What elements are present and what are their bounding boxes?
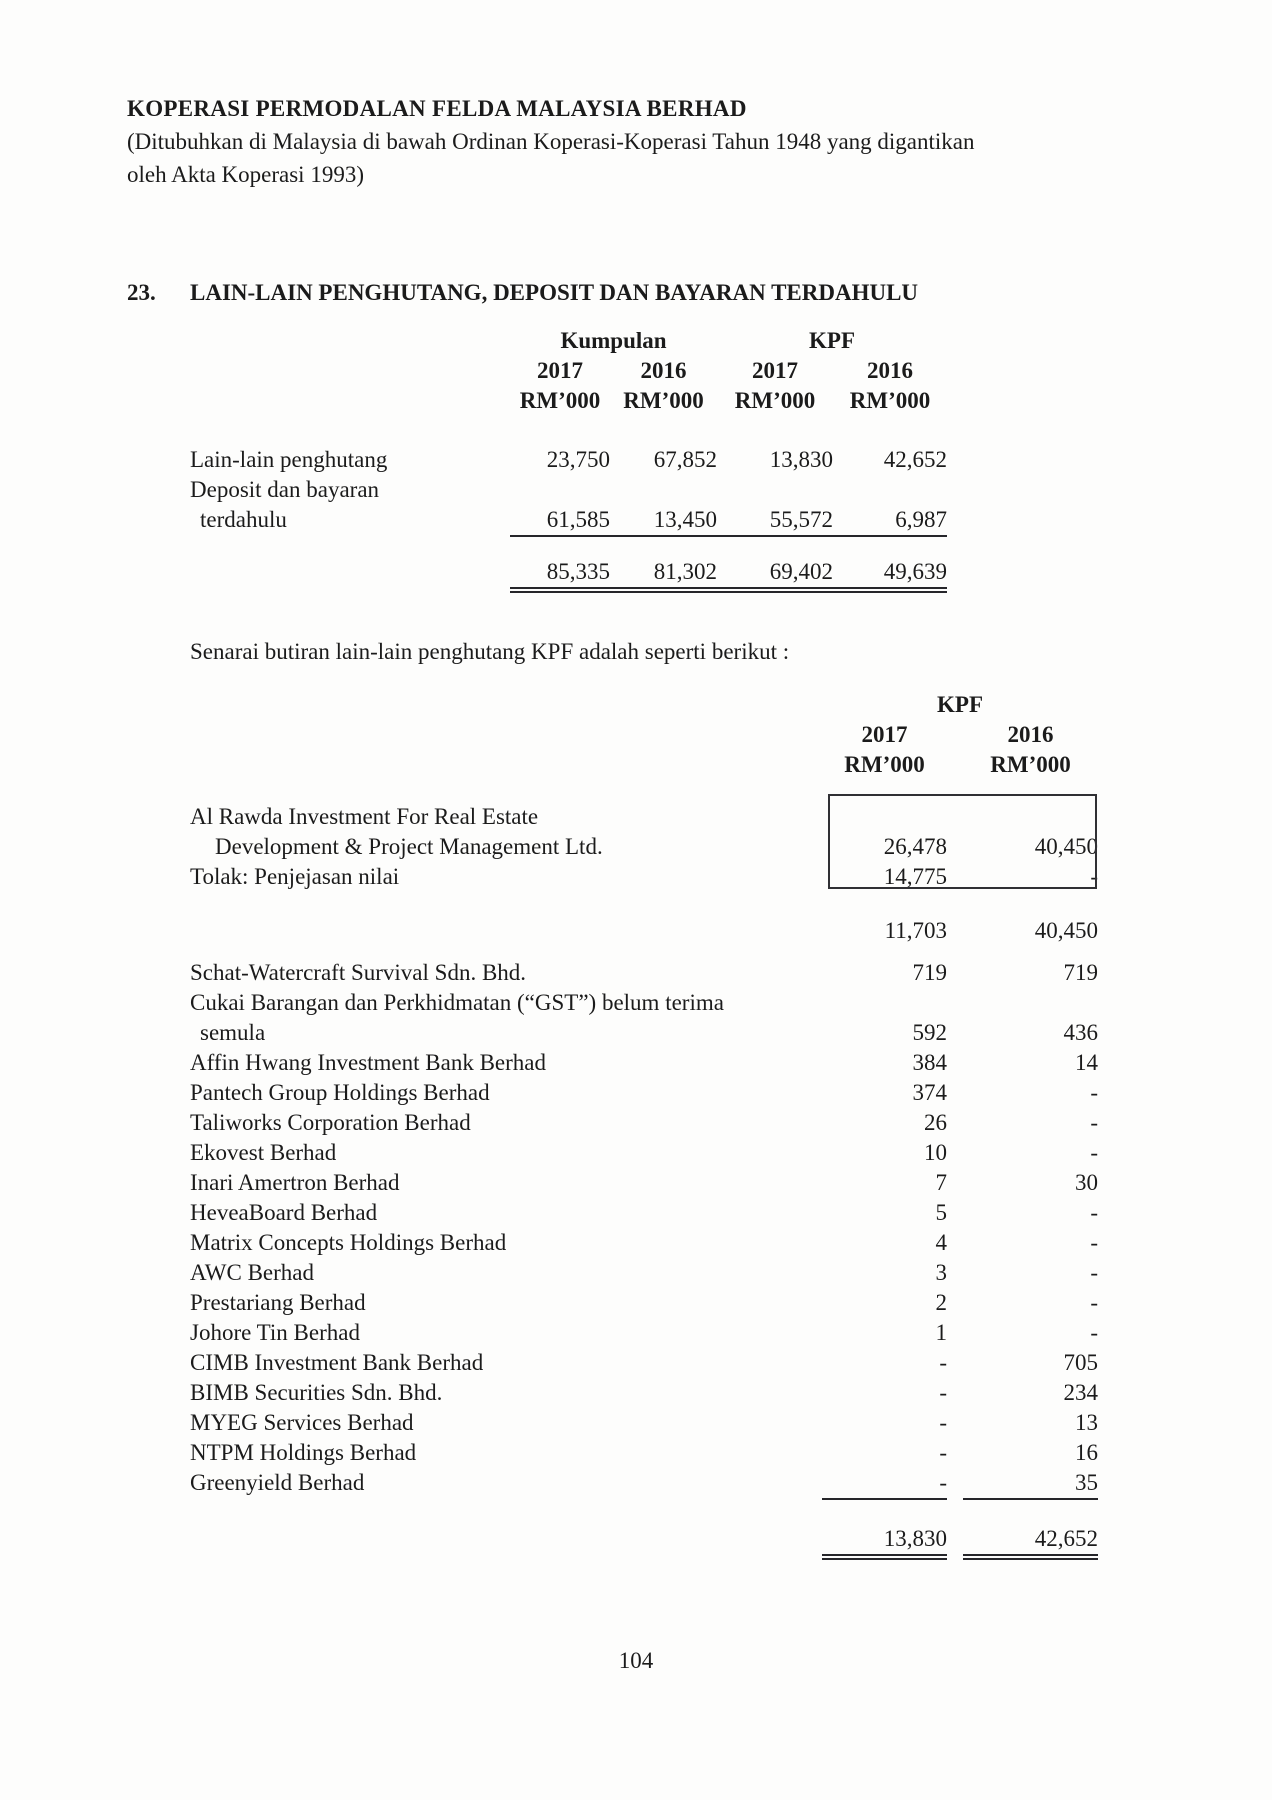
amount-cell: - <box>939 1380 947 1405</box>
year-header: 2016 <box>867 358 913 383</box>
unit-header-row <box>190 750 1098 780</box>
year-header-row <box>190 720 1098 750</box>
kpf-debtors-detail-table <box>190 690 1098 1560</box>
detail-list-intro: Senarai butiran lain-lain penghutang KPF adalah seperti berikut : <box>190 639 790 664</box>
table-row <box>190 832 1098 862</box>
total-cell: 49,639 <box>833 557 947 593</box>
row-label: Pantech Group Holdings Berhad <box>190 1080 490 1105</box>
amount-cell: 14 <box>1075 1050 1098 1075</box>
total-cell: 42,652 <box>963 1524 1098 1560</box>
subtotal-cell: 40,450 <box>1034 918 1098 943</box>
incorporation-note-line2: oleh Akta Koperasi 1993) <box>127 162 364 187</box>
amount-cell: 4 <box>935 1230 947 1255</box>
amount-cell: 719 <box>912 960 947 985</box>
row-label: NTPM Holdings Berhad <box>190 1440 417 1465</box>
amount-cell: 13 <box>1075 1410 1098 1435</box>
row-label: Cukai Barangan dan Perkhidmatan (“GST”) belum terima <box>190 990 724 1015</box>
column-group-kumpulan: Kumpulan <box>560 328 667 353</box>
amount-cell: 13,450 <box>610 505 717 537</box>
amount-cell: - <box>1090 1260 1098 1285</box>
table-row <box>190 1468 1098 1500</box>
row-label: Lain-lain penghutang <box>190 447 388 472</box>
section-heading <box>127 278 1272 308</box>
year-header: 2017 <box>861 722 908 747</box>
total-cell: 13,830 <box>822 1524 947 1560</box>
row-label: AWC Berhad <box>190 1260 314 1285</box>
unit-header: RM’000 <box>519 388 601 413</box>
amount-cell: 5 <box>935 1200 947 1225</box>
row-label: Deposit dan bayaran <box>190 477 380 502</box>
total-row <box>190 1524 1098 1560</box>
column-group-kpf: KPF <box>809 328 855 353</box>
page-number: 104 <box>618 1648 654 1673</box>
total-row <box>190 557 947 593</box>
document-header <box>127 92 1272 191</box>
row-label: terdahulu <box>200 507 287 532</box>
subtotal-row <box>190 916 1098 946</box>
amount-cell: - <box>939 1410 947 1435</box>
unit-header: RM’000 <box>623 388 704 413</box>
amount-cell: - <box>939 1350 947 1375</box>
unit-header-row <box>190 386 947 416</box>
amount-cell: - <box>822 1468 947 1500</box>
row-label: Johore Tin Berhad <box>190 1320 360 1345</box>
table-row <box>190 1108 1098 1138</box>
amount-cell: 55,572 <box>717 505 833 537</box>
amount-cell: 3 <box>935 1260 947 1285</box>
year-header: 2017 <box>752 358 798 383</box>
amount-cell: - <box>1090 1110 1098 1135</box>
amount-cell: - <box>1090 1140 1098 1165</box>
amount-cell: 705 <box>1063 1350 1098 1375</box>
table-row <box>190 1048 1098 1078</box>
group-header-row <box>190 326 947 356</box>
row-label: semula <box>200 1020 266 1045</box>
year-header: 2016 <box>1007 722 1054 747</box>
amount-cell: 719 <box>1063 960 1098 985</box>
row-label: Inari Amertron Berhad <box>190 1170 400 1195</box>
row-label: BIMB Securities Sdn. Bhd. <box>190 1380 443 1405</box>
amount-cell: 592 <box>912 1020 947 1045</box>
table-row <box>190 1318 1098 1348</box>
table-row <box>190 988 1098 1018</box>
group-kpf-summary-table <box>190 326 947 593</box>
amount-cell: 26 <box>924 1110 947 1135</box>
table-row <box>190 958 1098 988</box>
table-row <box>190 1258 1098 1288</box>
row-label: Al Rawda Investment For Real Estate <box>190 804 539 829</box>
row-label: Affin Hwang Investment Bank Berhad <box>190 1050 546 1075</box>
year-header: 2017 <box>537 358 583 383</box>
amount-cell: 26,478 <box>883 834 947 859</box>
table-row <box>190 802 1098 832</box>
row-label: Tolak: Penjejasan nilai <box>190 864 400 889</box>
table-row <box>190 1198 1098 1228</box>
table-row <box>190 1168 1098 1198</box>
company-name: KOPERASI PERMODALAN FELDA MALAYSIA BERHAD <box>127 96 747 121</box>
row-label: Matrix Concepts Holdings Berhad <box>190 1230 507 1255</box>
table-row <box>190 475 947 505</box>
table-row <box>190 1078 1098 1108</box>
amount-cell: 7 <box>935 1170 947 1195</box>
amount-cell: - <box>1090 1290 1098 1315</box>
amount-cell: - <box>1090 1320 1098 1345</box>
total-cell: 69,402 <box>717 557 833 593</box>
table-row <box>190 1228 1098 1258</box>
amount-cell: 10 <box>924 1140 947 1165</box>
year-header-row <box>190 356 947 386</box>
amount-cell: 30 <box>1075 1170 1098 1195</box>
section-number: 23. <box>127 280 156 305</box>
row-label: HeveaBoard Berhad <box>190 1200 378 1225</box>
table-row <box>190 1438 1098 1468</box>
amount-cell: 35 <box>963 1468 1098 1500</box>
amount-cell: - <box>1090 1200 1098 1225</box>
row-label: Development & Project Management Ltd. <box>215 834 603 859</box>
amount-cell: - <box>1090 1230 1098 1255</box>
row-label: MYEG Services Berhad <box>190 1410 414 1435</box>
amount-cell: 40,450 <box>1034 834 1098 859</box>
table-row <box>190 1408 1098 1438</box>
year-header: 2016 <box>640 358 687 383</box>
unit-header: RM’000 <box>734 388 816 413</box>
table-row <box>190 445 947 475</box>
row-label: Prestariang Berhad <box>190 1290 366 1315</box>
amount-cell: 6,987 <box>833 505 947 537</box>
amount-cell: 384 <box>912 1050 947 1075</box>
row-label: Greenyield Berhad <box>190 1470 365 1495</box>
amount-cell: 42,652 <box>883 447 947 472</box>
unit-header: RM’000 <box>849 388 931 413</box>
row-label: Schat-Watercraft Survival Sdn. Bhd. <box>190 960 527 985</box>
amount-cell: - <box>1090 864 1098 889</box>
amount-cell: 61,585 <box>510 505 610 537</box>
total-cell: 81,302 <box>610 557 717 593</box>
section-title: LAIN-LAIN PENGHUTANG, DEPOSIT DAN BAYARAN TERDAHULU <box>190 280 919 305</box>
amount-cell: 1 <box>935 1320 947 1345</box>
table-row <box>190 1138 1098 1168</box>
table-row <box>190 1018 1098 1048</box>
amount-cell: 67,852 <box>653 447 717 472</box>
row-label: Ekovest Berhad <box>190 1140 337 1165</box>
amount-cell: 16 <box>1075 1440 1098 1465</box>
incorporation-note-line1: (Ditubuhkan di Malaysia di bawah Ordinan Koperasi-Koperasi Tahun 1948 yang digantikan <box>127 129 975 154</box>
table-row <box>190 862 1098 892</box>
row-label: CIMB Investment Bank Berhad <box>190 1350 484 1375</box>
subtotal-cell: 11,703 <box>884 918 947 943</box>
amount-cell: 2 <box>935 1290 947 1315</box>
table-row <box>190 505 947 537</box>
group-header-row <box>190 690 1098 720</box>
row-label: Taliworks Corporation Berhad <box>190 1110 471 1135</box>
table-row <box>190 1288 1098 1318</box>
column-group-kpf: KPF <box>937 692 983 717</box>
amount-cell: 234 <box>1063 1380 1098 1405</box>
amount-cell: - <box>939 1440 947 1465</box>
amount-cell: - <box>1090 1080 1098 1105</box>
table-row <box>190 1378 1098 1408</box>
amount-cell: 374 <box>912 1080 947 1105</box>
amount-cell: 14,775 <box>883 864 947 889</box>
amount-cell: 13,830 <box>769 447 833 472</box>
unit-header: RM’000 <box>844 752 925 777</box>
table-row <box>190 1348 1098 1378</box>
amount-cell: 23,750 <box>546 447 610 472</box>
total-cell: 85,335 <box>510 557 610 593</box>
amount-cell: 436 <box>1063 1020 1098 1045</box>
unit-header: RM’000 <box>990 752 1071 777</box>
